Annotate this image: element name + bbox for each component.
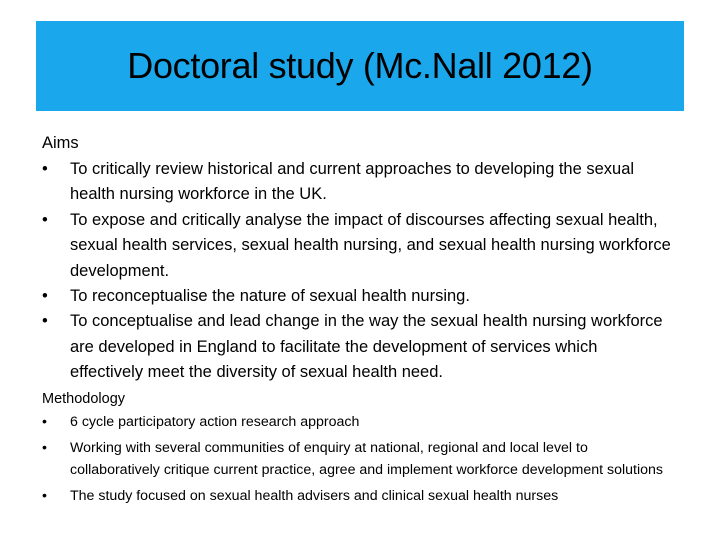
bullet-icon: • <box>42 287 48 306</box>
aims-item <box>42 284 672 309</box>
methodology-item <box>42 485 672 507</box>
aims-item-text: To reconceptualise the nature of sexual health nursing. <box>70 287 470 306</box>
bullet-icon: • <box>42 439 47 456</box>
bullet-icon: • <box>42 312 48 331</box>
methodology-heading: Methodology <box>42 390 126 407</box>
bullet-icon: • <box>42 160 48 178</box>
bullet-icon: • <box>42 487 47 504</box>
bullet-icon: • <box>42 210 48 229</box>
title-bar <box>36 21 684 111</box>
bullet-icon: • <box>42 413 47 430</box>
aims-item <box>42 157 672 208</box>
methodology-item-text: The study focused on sexual health advisers and clinical sexual health nurses <box>70 487 559 504</box>
methodology-item <box>42 437 672 481</box>
aims-item-text: To expose and critically analyse the impact of discourses affecting sexual health, sexual health services, sexual health nursing, and sexual health nursing workforce development. <box>70 210 671 280</box>
slide-content <box>42 131 672 507</box>
methodology-item-text: Working with several communities of enquiry at national, regional and local level to collaboratively critique current practice, agree and implement workforce development solutions <box>70 439 664 478</box>
methodology-item-text: 6 cycle participatory action research approach <box>70 413 360 430</box>
aims-item <box>42 309 672 385</box>
methodology-item <box>42 411 672 433</box>
aims-heading: Aims <box>42 134 79 152</box>
aims-item <box>42 208 672 284</box>
methodology-list <box>42 411 672 507</box>
aims-item-text: To conceptualise and lead change in the way the sexual health nursing workforce are developed in England to facilitate the development of services which effectively meet the diversity of sexual health need. <box>70 312 663 382</box>
aims-item-text: To critically review historical and current approaches to developing the sexual health nursing workforce in the UK. <box>70 160 635 204</box>
aims-list <box>42 157 672 386</box>
slide-title: Doctoral study (Mc.Nall 2012) <box>127 45 593 86</box>
